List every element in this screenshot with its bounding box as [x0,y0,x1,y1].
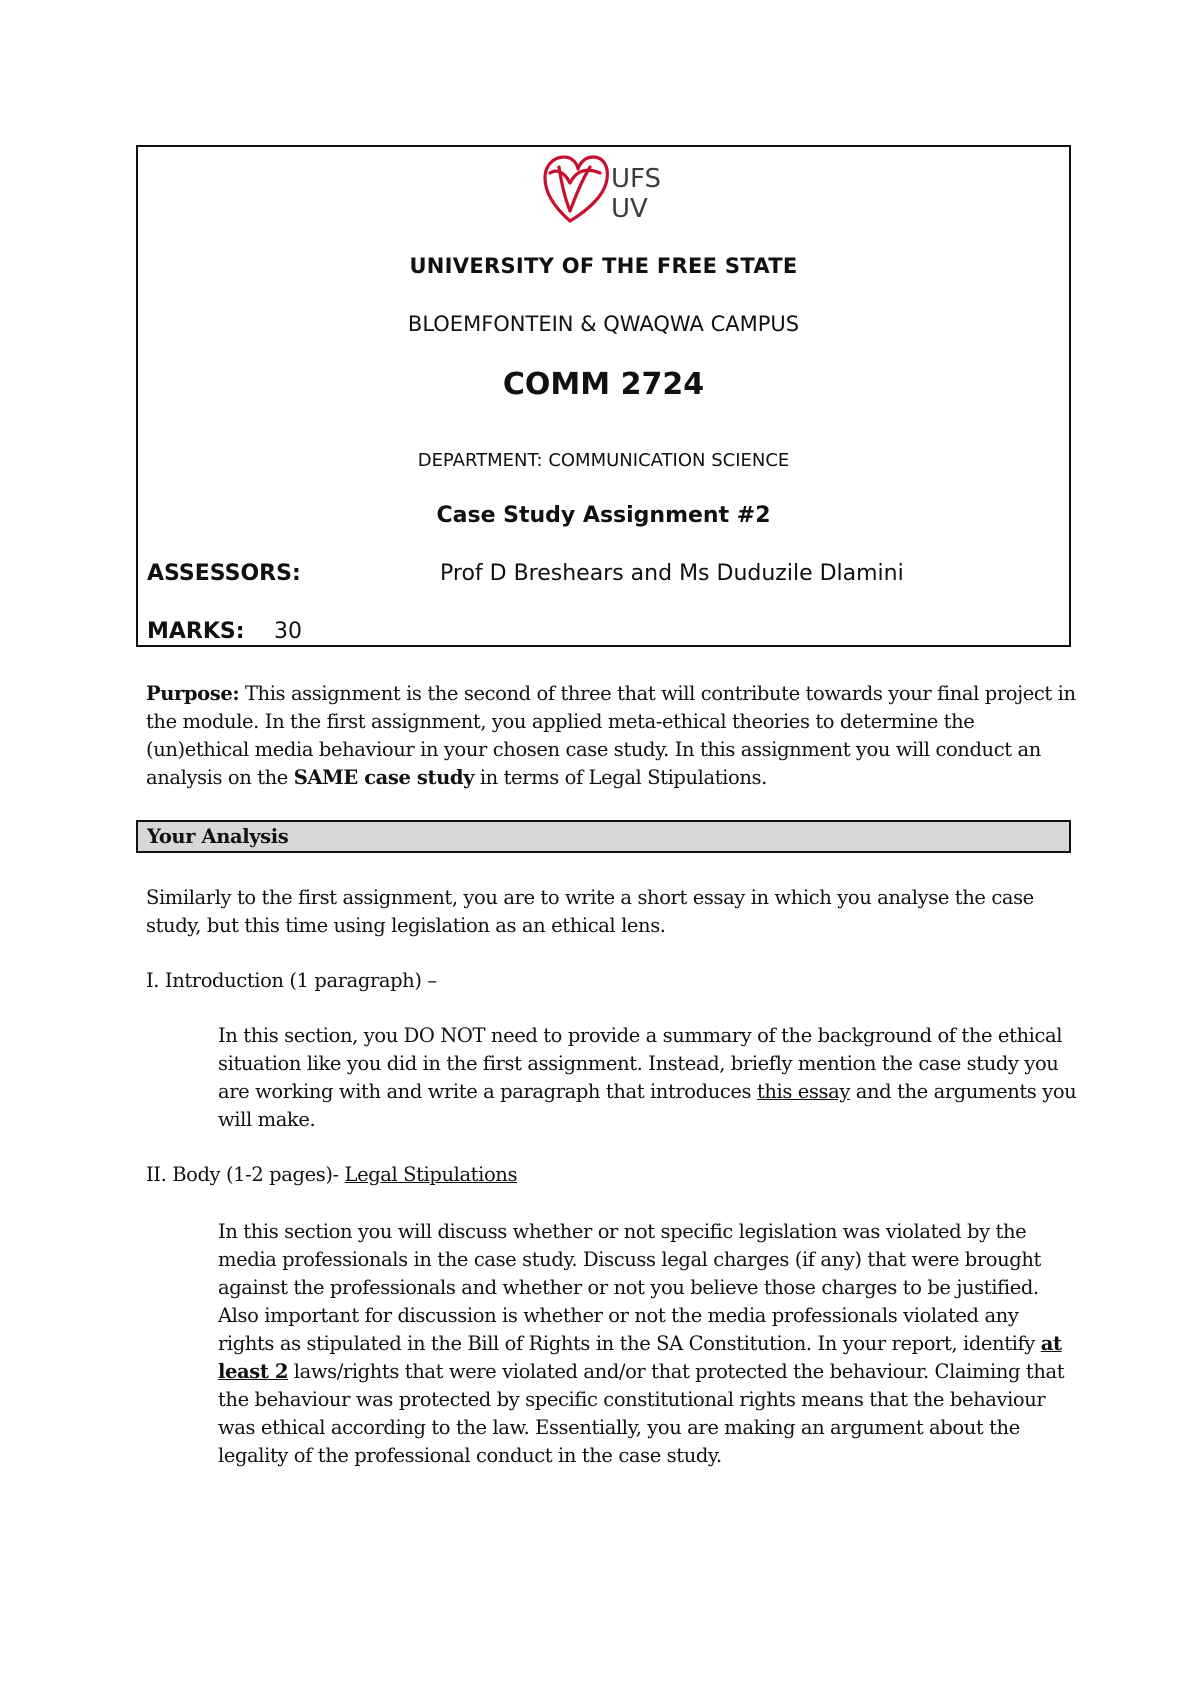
assessors-value: Prof D Breshears and Ms Duduzile Dlamini [440,561,904,586]
introduction-heading: I. Introduction (1 paragraph) – [146,969,437,992]
body-heading [146,1161,1076,1189]
body-heading-underlined: Legal Stipulations [344,1163,518,1186]
introduction-underlined: this essay [756,1080,850,1103]
body-text-1: In this section you will discuss whether or not specific legislation was violated by the media professionals in the case study. Discuss legal charges (if any) that were brought against the professionals and whether or not you believe those charges to be justified. Also important for discussion is whether or not the media professionals violated any rights as stipulated in the Bill of Rights in the SA Constitution. In your report, identify [218,1220,1041,1355]
university-name: UNIVERSITY OF THE FREE STATE [409,254,798,278]
section-heading: Your Analysis [147,825,289,848]
purpose-emphasis: SAME case study [293,766,475,789]
purpose-label: Purpose: [146,682,240,705]
introduction-text-2: and the arguments you will make. [218,1080,1077,1131]
purpose-text-1: This assignment is the second of three that will contribute towards your final project in the module. In the first assignment, you applied meta-ethical theories to determine the (un)ethical media behaviour in your chosen case study. In this assignment you will conduct an analysis on the [146,682,1076,789]
purpose-paragraph [146,680,1076,792]
marks-label: MARKS: [147,619,245,644]
cover-header-box [136,145,1071,647]
logo-text-ufs: UFS [611,164,662,194]
assessors-label: ASSESSORS: [147,561,301,586]
logo-text-uv: UV [611,194,648,224]
introduction-paragraph [218,1022,1078,1134]
department-name: DEPARTMENT: COMMUNICATION SCIENCE [417,450,790,471]
introduction-text-1: In this section, you DO NOT need to provide a summary of the background of the ethical situation like you did in the first assignment. Instead, briefly mention the case study you are working with and write a paragraph that introduces [218,1024,1063,1103]
marks-value: 30 [274,619,302,644]
purpose-text-2: in terms of Legal Stipulations. [474,766,767,789]
course-code: COMM 2724 [502,367,705,402]
campus-name: BLOEMFONTEIN & QWAQWA CAMPUS [407,312,800,336]
heart-emblem-icon [545,157,607,221]
analysis-intro-paragraph: Similarly to the first assignment, you are to write a short essay in which you analyse the case study, but this time using legislation as an ethical lens. [146,886,1034,937]
body-text-2: laws/rights that were violated and/or that protected the behaviour. Claiming that the behaviour was protected by specific constitutional rights means that the behaviour was ethical according to the law. Essentially, you are making an argument about the legality of the professional conduct in the case study. [218,1360,1065,1467]
assignment-title: Case Study Assignment #2 [436,503,771,528]
body-emphasis: at least 2 [218,1332,1062,1383]
body-paragraph [218,1218,1078,1470]
body-heading-prefix: II. Body (1-2 pages)- [146,1163,345,1186]
section-heading-bar [136,820,1071,853]
ufs-uv-logo [542,153,662,225]
